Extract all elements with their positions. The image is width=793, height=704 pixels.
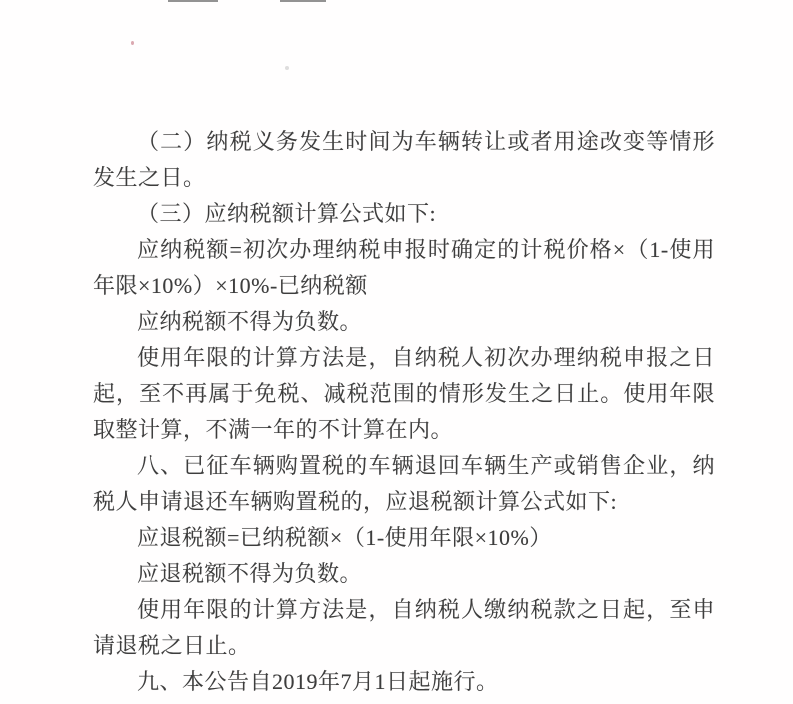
scan-speck-artifact (131, 41, 134, 45)
paragraph-refund-formula: 应退税额=已纳税额×（1-使用年限×10%） (137, 525, 552, 550)
scan-edge-artifact (280, 0, 326, 2)
paragraph-formula-heading: （三）应纳税额计算公式如下: (137, 201, 437, 226)
paragraph-refund-usage-years-rule: 使用年限的计算方法是，自纳税人缴纳税款之日起，至申请退税之日止。 (93, 597, 715, 658)
paragraph-refund-nonnegative: 应退税额不得为负数。 (137, 561, 363, 586)
paragraph-effective-date: 九、本公告自2019年7月1日起施行。 (137, 669, 499, 694)
paragraph-refund-clause: 八、已征车辆购置税的车辆退回车辆生产或销售企业，纳税人申请退还车辆购置税的，应退税额计算公式如下: (93, 453, 715, 514)
paragraph-usage-years-rule: 使用年限的计算方法是，自纳税人初次办理纳税申报之日起，至不再属于免税、减税范围的情形发生之日止。使用年限取整计算，不满一年的不计算在内。 (93, 345, 715, 442)
document-body (93, 124, 715, 700)
scan-edge-artifact (168, 0, 218, 2)
paragraph-tax-payable-nonnegative: 应纳税额不得为负数。 (137, 309, 363, 334)
scan-speck-artifact (285, 66, 289, 70)
paragraph-taxable-time: （二）纳税义务发生时间为车辆转让或者用途改变等情形发生之日。 (93, 129, 715, 190)
paragraph-tax-payable-formula: 应纳税额=初次办理纳税申报时确定的计税价格×（1-使用年限×10%）×10%-已纳税额 (93, 237, 715, 298)
